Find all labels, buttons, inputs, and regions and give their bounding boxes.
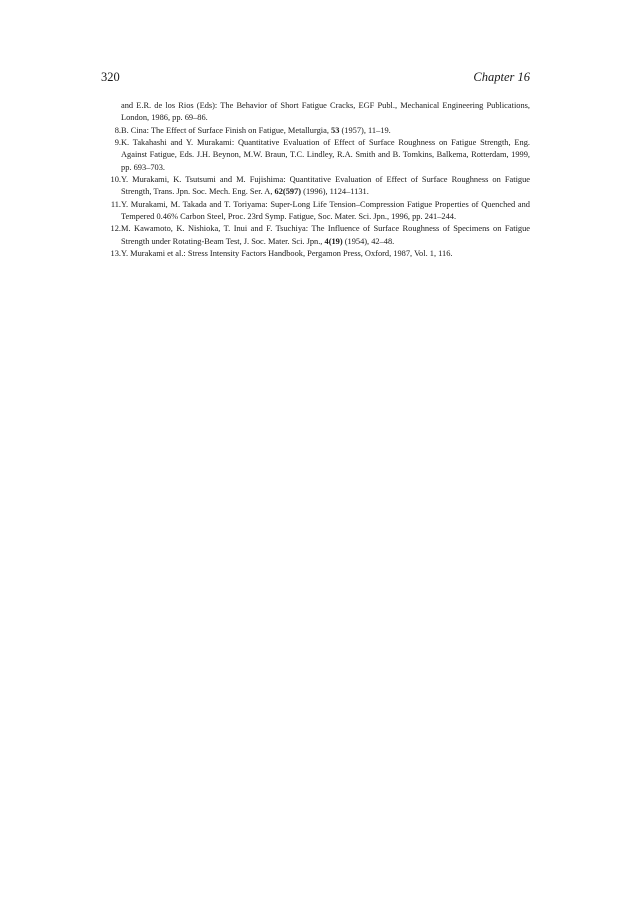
reference-item [101,223,530,248]
reference-number: 10. [110,175,121,185]
reference-text: M. Kawamoto, K. Nishioka, T. Inui and F. Tsuchiya: The Influence of Surface Roughness of Specimens on Fatigue Strength under Rotating-Beam Test, J. Soc. Mater. Sci. Jpn., 4(19) (1954), 42–48. [121,224,530,246]
reference-number: 9. [114,138,121,148]
reference-text: and E.R. de los Rios (Eds): The Behavior of Short Fatigue Cracks, EGF Publ., Mechanical Engineering Publications, London, 1986, pp. 69–86. [121,101,530,123]
reference-text: Y. Murakami et al.: Stress Intensity Factors Handbook, Pergamon Press, Oxford, 1987, Vol. 1, 116. [121,249,453,259]
reference-item [101,125,530,137]
reference-text: K. Takahashi and Y. Murakami: Quantitative Evaluation of Effect of Surface Roughness on Fatigue Strength, Eng. Against Fatigue, Eds. J.H. Beynon, M.W. Braun, T.C. Lindley, R.A. Smith and B. Tomkins, Balkema, Rotterdam, 1999, pp. 693–703. [121,138,530,172]
reference-item [101,248,530,260]
reference-item [101,137,530,174]
volume-number: 53 [331,125,340,135]
reference-number: 13. [110,249,121,259]
reference-item [101,199,530,224]
reference-continuation [101,100,530,125]
reference-list [101,100,530,260]
reference-item [101,174,530,199]
page-header [101,70,530,88]
reference-number: 8. [114,125,121,135]
reference-text: Y. Murakami, M. Takada and T. Toriyama: Super-Long Life Tension–Compression Fatigue Properties of Quenched and Tempered 0.46% Carbon Steel, Proc. 23rd Symp. Fatigue, Soc. Mater. Sci. Jpn., 1996, pp. 241–244. [121,199,530,222]
volume-number: 62(597) [274,187,302,197]
chapter-title: Chapter 16 [473,70,530,84]
reference-text: B. Cina: The Effect of Surface Finish on Fatigue, Metallurgia, 53 (1957), 11–19. [121,125,391,135]
reference-number: 12. [110,224,121,234]
page-number: 320 [101,70,120,84]
volume-number: 4(19) [324,236,343,246]
reference-number: 11. [110,199,121,209]
reference-text: Y. Murakami, K. Tsutsumi and M. Fujishima: Quantitative Evaluation of Effect of Surface Roughness on Fatigue Strength, Trans. Jpn. Soc. Mech. Eng. Ser. A, 62(597) (1996), 1124–1131. [121,175,530,197]
